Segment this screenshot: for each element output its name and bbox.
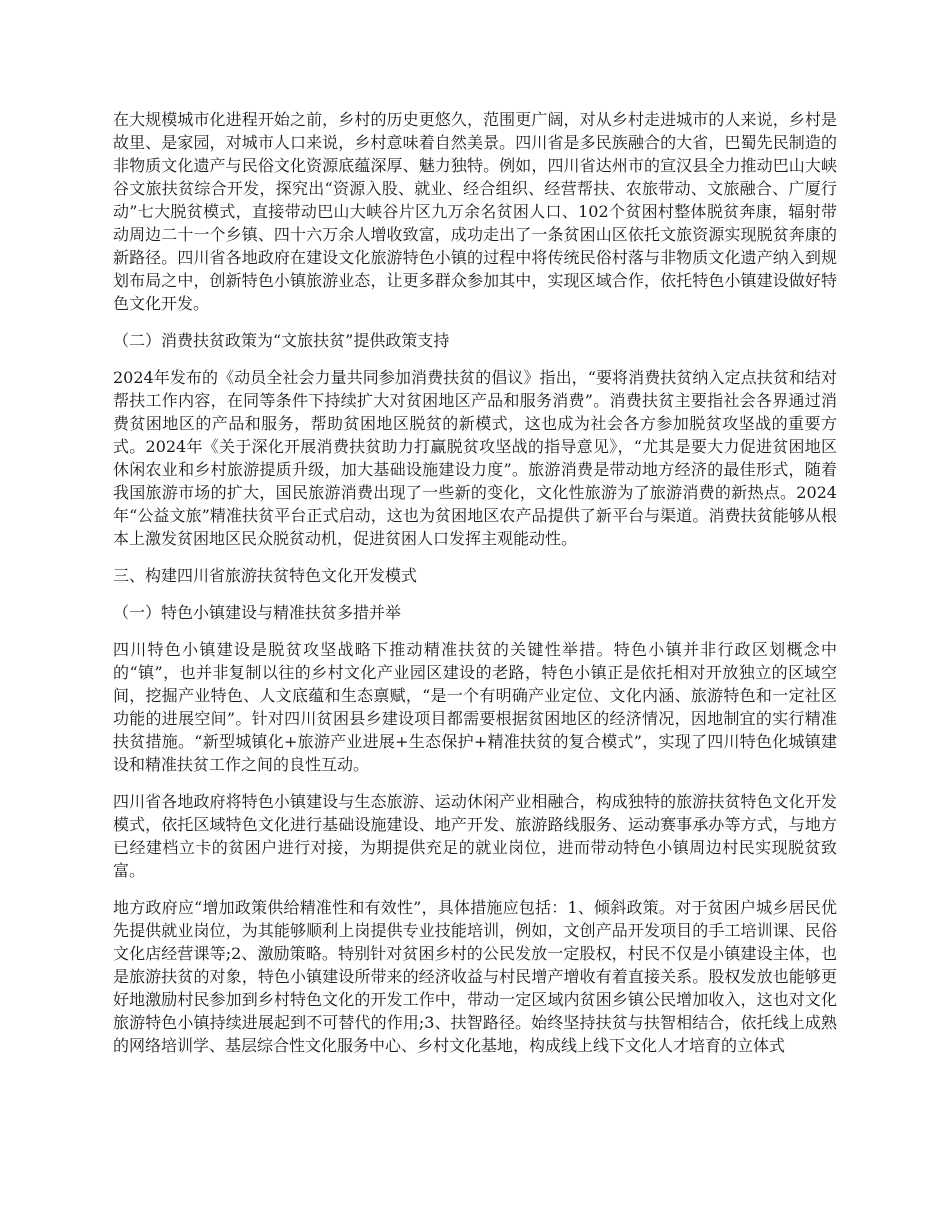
document-body: [113, 108, 837, 1071]
section-heading-town-construction: （一）特色小镇建设与精准扶贫多措并举: [113, 603, 402, 622]
paragraph-government-measures: 地方政府应“增加政策供给精准性和有效性”，具体措施应包括：1、倾斜政策。对于贫困户城乡居民优先提供就业岗位，为其能够顺利上岗提供专业技能培训，例如，文创产品开发项目的手工培训课、民俗文化店经营课等;2、激励策略。特别针对贫困乡村的公民发放一定股权，村民不仅是小镇建设主体，也是旅游扶贫的对象，特色小镇建设所带来的经济收益与村民增产增收有着直接关系。股权发放也能够更好地激励村民参加到乡村特色文化的开发工作中，带动一定区域内贫困乡镇公民增加收入，这也对文化旅游特色小镇持续进展起到不可替代的作用;3、扶智路径。始终坚持扶贫与扶智相结合，依托线上成熟的网络培训学、基层综合性文化服务中心、乡村文化基地，构成线上线下文化人才培育的立体式: [113, 898, 837, 1055]
paragraph-intro-rural-heritage: 在大规模城市化进程开始之前，乡村的历史更悠久，范围更广阔，对从乡村走进城市的人来说，乡村是故里、是家园，对城市人口来说，乡村意味着自然美景。四川省是多民族融合的大省，巴蜀先民制造的非物质文化遗产与民俗文化资源底蕴深厚、魅力独特。例如，四川省达州市的宣汉县全力推动巴山大峡谷文旅扶贫综合开发，探究出“资源入股、就业、经合组织、经营帮扶、农旅带动、文旅融合、广厦行动”七大脱贫模式，直接带动巴山大峡谷片区九万余名贫困人口、102个贫困村整体脱贫奔康，辐射带动周边二十一个乡镇、四十六万余人增收致富，成功走出了一条贫困山区依托文旅资源实现脱贫奔康的新路径。四川省各地政府在建设文化旅游特色小镇的过程中将传统民俗村落与非物质文化遗产纳入到规划布局之中，创新特色小镇旅游业态，让更多群众参加其中，实现区域合作，依托特色小镇建设做好特色文化开发。: [113, 110, 837, 313]
section-heading-consumption-poverty-policy: （二）消费扶贫政策为“文旅扶贫”提供政策支持: [113, 331, 450, 350]
paragraph-characteristic-town-construction: 四川特色小镇建设是脱贫攻坚战略下推动精准扶贫的关键性举措。特色小镇并非行政区划概念中的“镇”，也并非复制以往的乡村文化产业园区建设的老路，特色小镇正是依托相对开放独立的区域空间，挖掘产业特色、人文底蕴和生态禀赋，“是一个有明确产业定位、文化内涵、旅游特色和一定社区功能的进展空间”。针对四川贫困县乡建设项目都需要根据贫困地区的经济情况，因地制宜的实行精准扶贫措施。“新型城镇化+旅游产业进展+生态保护+精准扶贫的复合模式”，实现了四川特色化城镇建设和精准扶贫工作之间的良性互动。: [113, 640, 837, 774]
paragraph-eco-tourism-integration: 四川省各地政府将特色小镇建设与生态旅游、运动休闲产业相融合，构成独特的旅游扶贫特色文化开发模式，依托区域特色文化进行基础设施建设、地产开发、旅游路线服务、运动赛事承办等方式，与地方已经建档立卡的贫困户进行对接，为期提供充足的就业岗位，进而带动特色小镇周边村民实现脱贫致富。: [113, 792, 837, 880]
paragraph-consumption-poverty-alleviation: 2024年发布的《动员全社会力量共同参加消费扶贫的倡议》指出，“要将消费扶贫纳入定点扶贫和结对帮扶工作内容，在同等条件下持续扩大对贫困地区产品和服务消费”。消费扶贫主要指社会各界通过消费贫困地区的产品和服务，帮助贫困地区脱贫的新模式，这也成为社会各方参加脱贫攻坚战的重要方式。2024年《关于深化开展消费扶贫助力打赢脱贫攻坚战的指导意见》，“尤其是要大力促进贫困地区休闲农业和乡村旅游提质升级，加大基础设施建设力度”。旅游消费是带动地方经济的最佳形式，随着我国旅游市场的扩大，国民旅游消费出现了一些新的变化，文化性旅游为了旅游消费的新热点。2024年“公益文旅”精准扶贫平台正式启动，这也为贫困地区农产品提供了新平台与渠道。消费扶贫能够从根本上激发贫困地区民众脱贫动机，促进贫困人口发挥主观能动性。: [113, 368, 837, 548]
chapter-heading-development-model: 三、构建四川省旅游扶贫特色文化开发模式: [113, 566, 418, 585]
